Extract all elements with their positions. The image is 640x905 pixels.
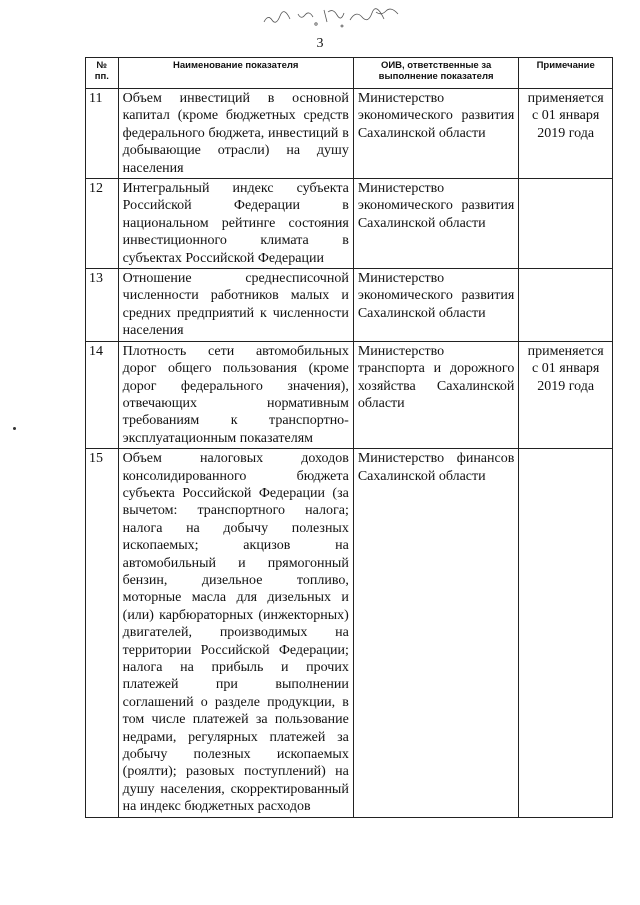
seal-stamp-mark <box>258 2 408 30</box>
header-name: Наименование показателя <box>118 58 353 89</box>
row-note <box>519 179 613 269</box>
table-row <box>86 449 613 818</box>
row-note: применяется с 01 января 2019 года <box>519 89 613 179</box>
row-indicator-name: Объем налоговых доходов консолидированного бюджета субъекта Российской Федерации (за вычетом: транспортного налога; налога на добычу полезных ископаемых; акцизов на автомобильный и прямогонный бензин, дизельное топливо, моторные масла для дизельных и (или) карбюраторных (инжекторных) двигателей, производимых на территории Российской Федерации; налога на прибыль и прочих платежей при выполнении соглашений о разделе продукции, в том числе платежей за пользование недрами, регулярных платежей за добычу полезных ископаемых (роялти); разовых поступлений) на душу населения, скорректированный на индекс бюджетных расходов <box>118 449 353 818</box>
row-oiv: Министерство экономического развития Сахалинской области <box>353 89 519 179</box>
row-num: 12 <box>86 179 119 269</box>
row-note: применяется с 01 января 2019 года <box>519 341 613 448</box>
table-header-row <box>86 58 613 89</box>
row-indicator-name: Объем инвестиций в основной капитал (кроме бюджетных средств федерального бюджета, инвестиций в добывающие отрасли) на душу населения <box>118 89 353 179</box>
table-row <box>86 179 613 269</box>
row-num: 15 <box>86 449 119 818</box>
header-oiv: ОИВ, ответственные за выполнение показателя <box>353 58 519 89</box>
row-oiv: Министерство экономического развития Сахалинской области <box>353 179 519 269</box>
row-oiv: Министерство экономического развития Сахалинской области <box>353 269 519 342</box>
row-num: 14 <box>86 341 119 448</box>
row-indicator-name: Отношение среднесписочной численности работников малых и средних предприятий к численности населения <box>118 269 353 342</box>
header-note: Примечание <box>519 58 613 89</box>
table-row <box>86 341 613 448</box>
page-number: 3 <box>316 36 324 51</box>
row-oiv: Министерство транспорта и дорожного хозяйства Сахалинской области <box>353 341 519 448</box>
row-oiv: Министерство финансов Сахалинской области <box>353 449 519 818</box>
row-note <box>519 449 613 818</box>
scan-speck <box>13 427 16 430</box>
header-num: № пп. <box>86 58 119 89</box>
indicators-table <box>85 57 613 818</box>
row-note <box>519 269 613 342</box>
table-row <box>86 269 613 342</box>
row-indicator-name: Плотность сети автомобильных дорог общего пользования (кроме дорог федерального значения), отвечающих нормативным требованиям к транспортно-эксплуатационным показателям <box>118 341 353 448</box>
row-num: 13 <box>86 269 119 342</box>
row-indicator-name: Интегральный индекс субъекта Российской Федерации в национальном рейтинге состояния инвестиционного климата в субъектах Российской Федерации <box>118 179 353 269</box>
table-row <box>86 89 613 179</box>
row-num: 11 <box>86 89 119 179</box>
